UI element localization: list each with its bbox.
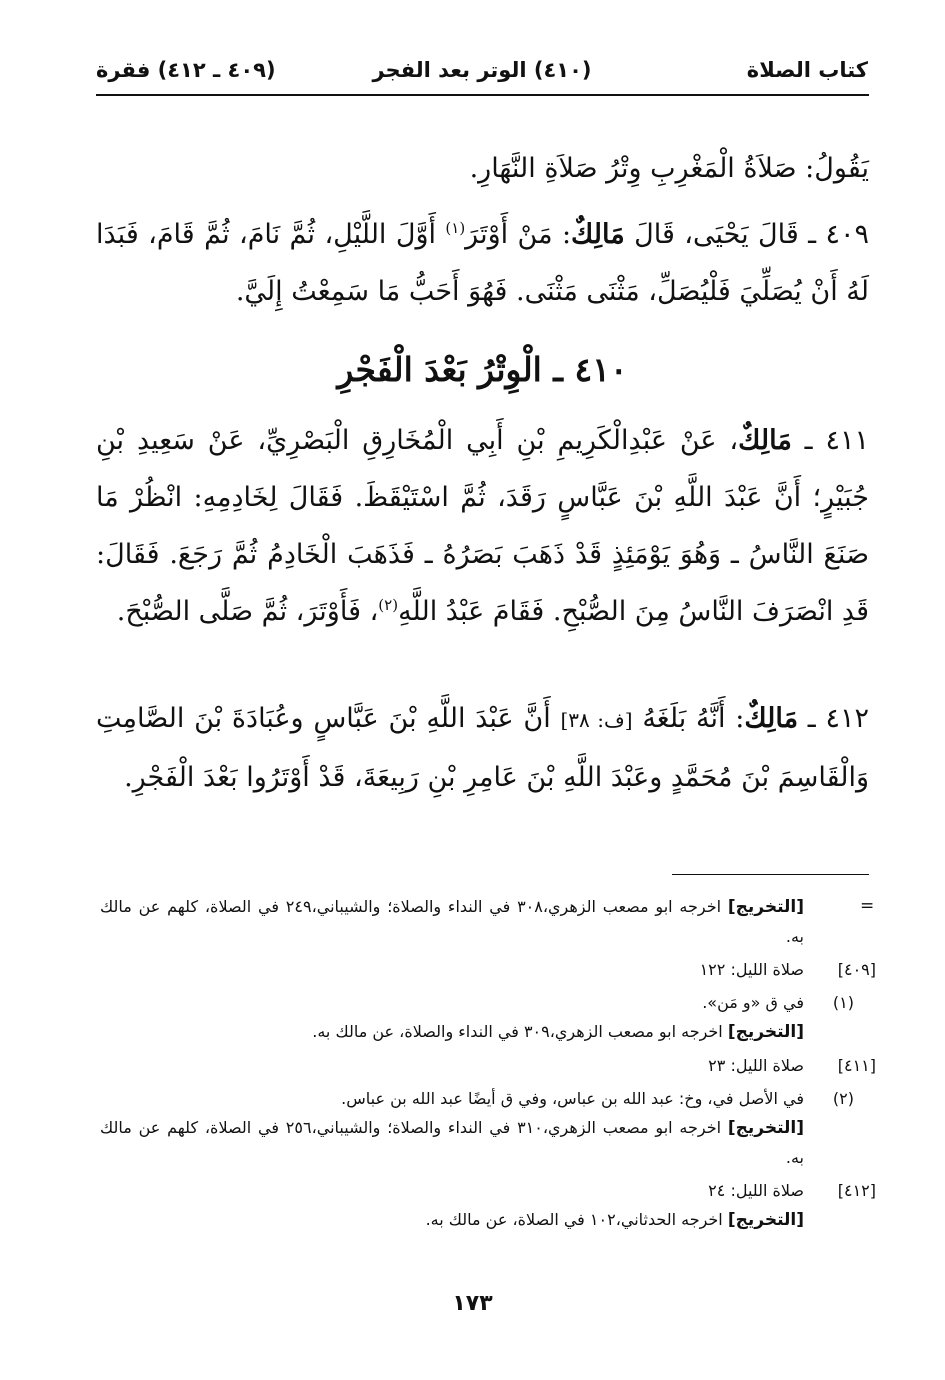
footnote-rule xyxy=(672,874,869,875)
footnote-ref: (٢) xyxy=(378,596,399,614)
continued-text xyxy=(96,140,869,197)
paragraph-text: ، فَأَوْتَرَ، ثُمَّ صَلَّى الصُّبْحَ. xyxy=(116,596,379,627)
narrator-name: مَالِكٌ xyxy=(571,219,625,250)
footnote-text xyxy=(100,892,804,951)
chapter-heading: ٤١٠ ـ الْوِتْرُ بَعْدَ الْفَجْرِ xyxy=(337,350,628,389)
footnote-label: [٤١١] xyxy=(837,1056,876,1075)
dash: ـ xyxy=(804,425,813,456)
footnote-label: (١) xyxy=(832,993,854,1012)
paragraph-text: ، عَنْ عَبْدِالْكَرِيمِ بْنِ أَبِي الْمُخَارِقِ الْبَصْرِيِّ، عَنْ سَعِيدِ بْنِ جُبَيْرٍ؛ أَنَّ عَبْدَ اللَّهِ بْنَ عَبَّاسٍ رَقَدَ، ثُمَّ اسْتَيْقَظَ. فَقَالَ لِخَادِمِهِ: انْظُرْ مَا صَنَعَ النَّاسُ ـ وَهُوَ يَوْمَئِذٍ قَدْ ذَهَبَ بَصَرُهُ ـ فَذَهَبَ الْخَادِمُ ثُمَّ رَجَعَ. فَقَالَ: قَدِ انْصَرَفَ النَّاسُ مِنَ الصُّبْحِ. فَقَامَ عَبْدُ اللَّهِ xyxy=(96,425,869,627)
paragraph-text: ـ قَالَ يَحْيَى، قَالَ xyxy=(634,219,817,250)
footnote-text: صلاة الليل: ٢٤ xyxy=(708,1181,804,1200)
footnote-ref: (١) xyxy=(445,219,466,237)
footnote-takhrij xyxy=(100,1113,804,1172)
footnote-1 xyxy=(100,988,854,1047)
footnote-text: صلاة الليل: ٢٣ xyxy=(708,1056,804,1075)
footnote-label: [٤٠٩] xyxy=(837,960,876,979)
takhrij-text: اخرجه ابو مصعب الزهري،٣٠٨ في النداء والصلاة؛ والشيباني،٢٤٩ في الصلاة، كلهم عن مالك به. xyxy=(100,897,804,946)
header-paragraph-range: (٤٠٩ ـ ٤١٢) فقرة xyxy=(96,58,276,82)
footnote-text: صلاة الليل: ١٢٢ xyxy=(699,960,804,979)
footnote-2 xyxy=(100,1084,854,1172)
footnotes xyxy=(100,892,876,1235)
footnote-label: [٤١٢] xyxy=(837,1181,876,1200)
footnote-takhrij xyxy=(100,1205,804,1235)
footnote-text: في ق «و مَن». xyxy=(702,993,804,1012)
header-chapter-title: (٤١٠) الوتر بعد الفجر xyxy=(372,58,592,82)
paragraph-number: ٤١١ xyxy=(825,425,869,456)
page-number: ١٧٣ xyxy=(452,1291,493,1316)
header-book-title: كتاب الصلاة xyxy=(746,58,868,82)
footnote-takhrij xyxy=(100,892,804,951)
paragraph-412 xyxy=(96,690,869,806)
narrator-name: مَالِكٌ xyxy=(744,703,799,734)
takhrij-label: [التخريج] xyxy=(727,1118,805,1138)
paragraph-text: أَنَّ عَبْدَ اللَّهِ بْنَ عَبَّاسٍ وعُبَادَةَ بْنَ الصَّامِتِ وَالْقَاسِمَ بْنَ مُحَمَّدٍ وعَبْدَ اللَّهِ بْنَ عَامِرِ بْنِ رَبِيعَةَ، قَدْ أَوْتَرُوا بَعْدَ الْفَجْرِ. xyxy=(96,703,869,793)
continued-line: يَقُولُ: صَلاَةُ الْمَغْرِبِ وِتْرُ صَلاَةِ النَّهَارِ. xyxy=(469,153,869,184)
paragraph-text: : مَنْ أَوْتَرَ xyxy=(465,219,572,250)
paragraph-number: ٤١٢ xyxy=(825,703,869,734)
footnote-412 xyxy=(100,1176,876,1235)
footnote-text: في الأصل في، وخ: عبد الله بن عباس، وفي ق أيضًا عبد الله بن عباس. xyxy=(341,1089,804,1108)
takhrij-label: [التخريج] xyxy=(727,897,805,917)
takhrij-label: [التخريج] xyxy=(727,1210,804,1230)
paragraph-number: ٤٠٩ xyxy=(825,219,869,250)
takhrij-text: اخرجه ابو مصعب الزهري،٣١٠ في النداء والصلاة؛ والشيباني،٢٥٦ في الصلاة، كلهم عن مالك به. xyxy=(100,1118,804,1167)
paragraph-text: أَوَّلَ اللَّيْلِ، ثُمَّ نَامَ، ثُمَّ قَامَ، فَبَدَا لَهُ أَنْ يُصَلِّيَ فَلْيُصَلِّ، مَثْنَى مَثْنَى. فَهُوَ أَحَبُّ مَا سَمِعْتُ إِلَيَّ. xyxy=(96,219,869,307)
running-header xyxy=(96,58,868,92)
page-marker: [ف: ٣٨] xyxy=(560,708,633,732)
footnote-label: (٢) xyxy=(832,1089,854,1108)
paragraph-text: : أَنَّهُ بَلَغَهُ xyxy=(642,703,745,734)
takhrij-label: [التخريج] xyxy=(727,1022,804,1042)
takhrij-text: اخرجه ابو مصعب الزهري،٣٠٩ في النداء والصلاة، عن مالك به. xyxy=(312,1022,723,1041)
dash: ـ xyxy=(807,703,816,734)
footnote-takhrij xyxy=(100,1017,804,1047)
footnote-411 xyxy=(100,1051,876,1080)
continuation-mark: = xyxy=(860,896,875,916)
takhrij-text: اخرجه الحدثاني،١٠٢ في الصلاة، عن مالك به. xyxy=(425,1210,723,1229)
footnote-409 xyxy=(100,955,876,984)
header-rule xyxy=(96,94,869,96)
narrator-name: مَالِكٌ xyxy=(738,425,792,456)
paragraph-411 xyxy=(96,412,869,640)
paragraph-409 xyxy=(96,206,869,320)
